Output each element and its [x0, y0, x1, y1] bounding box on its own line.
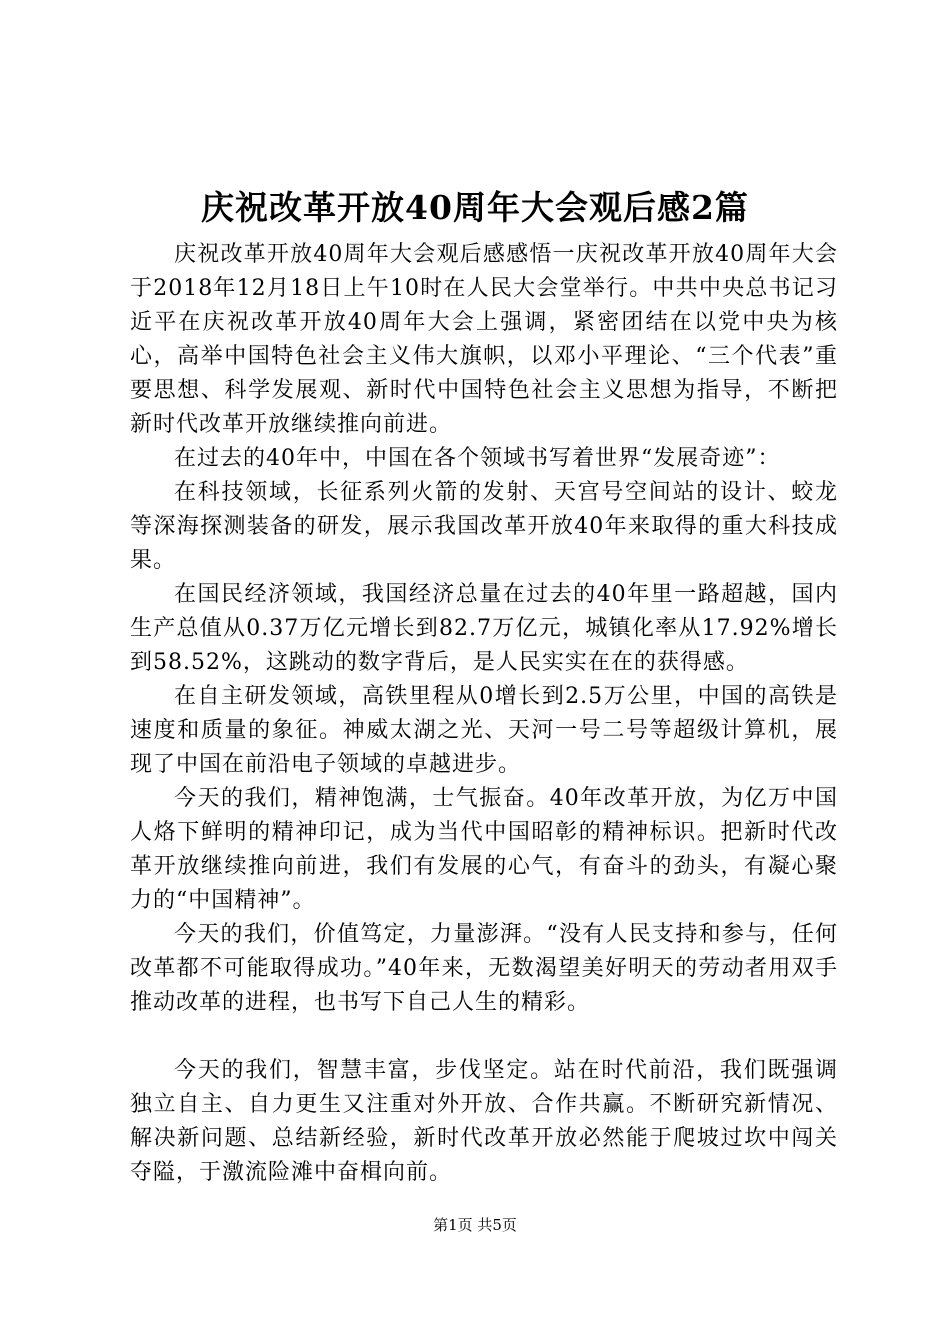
paragraph-development-miracle: 在过去的40年中，中国在各个领域书写着世界“发展奇迹”： [174, 446, 781, 471]
paragraph-technology: 在科技领域，长征系列火箭的发射、天宫号空间站的设计、蛟龙等深海探测装备的研发，展示我国改革开放40年来取得的重大科技成果。 [130, 480, 838, 573]
paragraph-values: 今天的我们，价值笃定，力量澎湃。“没有人民支持和参与，任何改革都不可能取得成功。”40年来，无数渴望美好明天的劳动者用双手推动改革的进程，也书写下自己人生的精彩。 [130, 922, 838, 1015]
paragraph-intro: 庆祝改革开放40周年大会观后感感悟一庆祝改革开放40周年大会于2018年12月18日上午10时在人民大会堂举行。中共中央总书记习近平在庆祝改革开放40周年大会上强调，紧密团结在以党中央为核心，高举中国特色社会主义伟大旗帜，以邓小平理论、“三个代表”重要思想、科学发展观、新时代中国特色社会主义思想为指导，不断把新时代改革开放继续推向前进。 [130, 242, 838, 437]
paragraph-wisdom: 今天的我们，智慧丰富，步伐坚定。站在时代前沿，我们既强调独立自主、自力更生又注重对外开放、合作共赢。不断研究新情况、解决新问题、总结新经验，新时代改革开放必然能于爬坡过坎中闯关夺隘，于激流险滩中奋楫向前。 [130, 1058, 838, 1185]
paragraph-research: 在自主研发领域，高铁里程从0增长到2.5万公里，中国的高铁是速度和质量的象征。神威太湖之光、天河一号二号等超级计算机，展现了中国在前沿电子领域的卓越进步。 [130, 684, 838, 777]
page-footer: 第1页 共5页 [433, 1216, 517, 1234]
paragraph-spirit: 今天的我们，精神饱满，士气振奋。40年改革开放，为亿万中国人烙下鲜明的精神印记，成为当代中国昭彰的精神标识。把新时代改革开放继续推向前进，我们有发展的心气，有奋斗的劲头，有凝心聚力的“中国精神”。 [130, 786, 838, 913]
document-title: 庆祝改革开放40周年大会观后感2篇 [201, 188, 749, 227]
document-body [130, 238, 838, 1190]
paragraph-economy: 在国民经济领域，我国经济总量在过去的40年里一路超越，国内生产总值从0.37万亿元增长到82.7万亿元，城镇化率从17.92%增长到58.52%，这跳动的数字背后，是人民实实在在的获得感。 [130, 582, 838, 675]
